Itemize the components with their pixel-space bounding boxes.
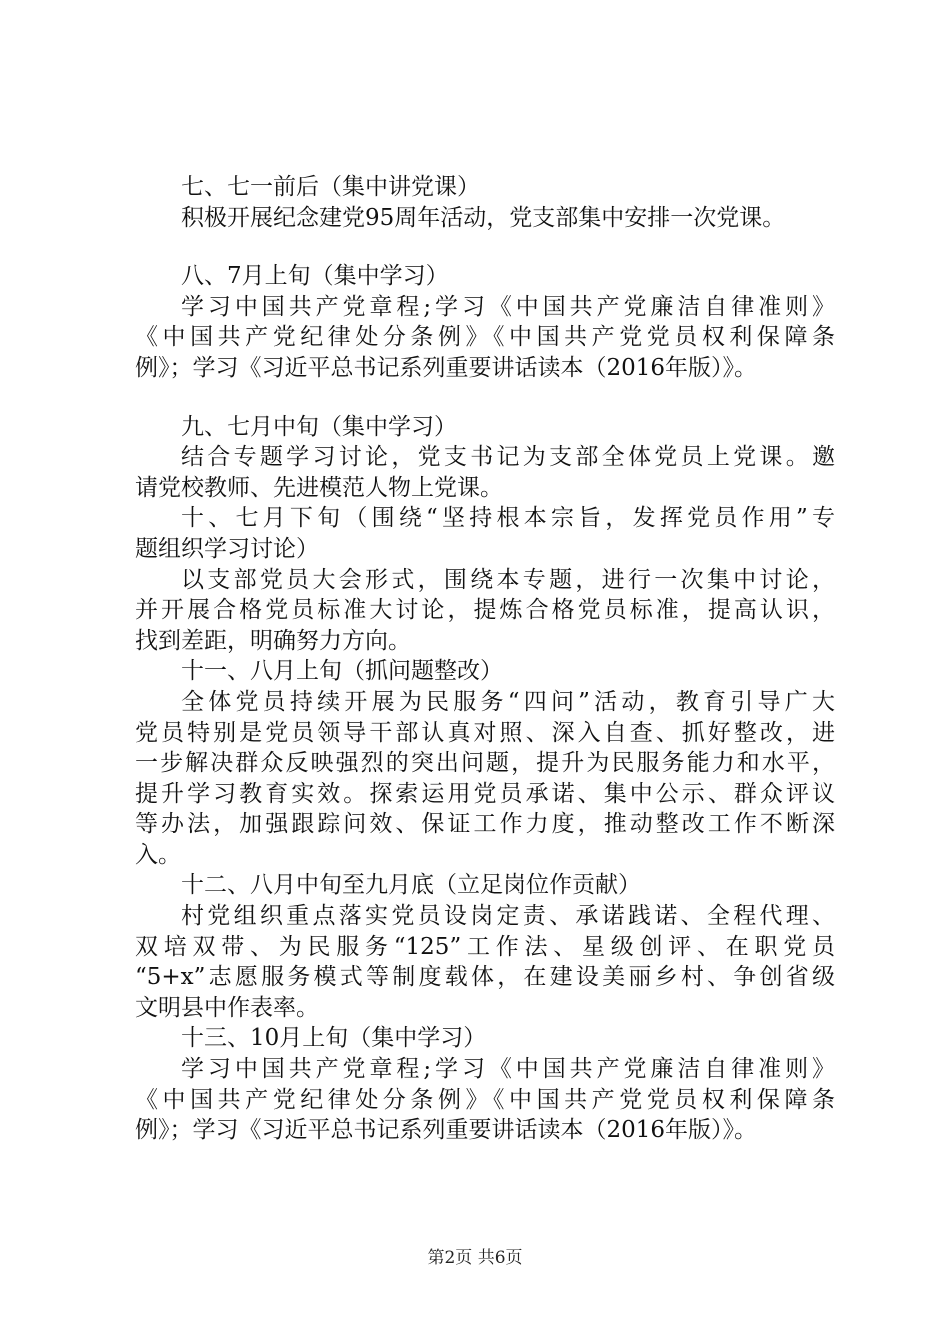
paragraph-line: 村党组织重点落实党员设岗定责、承诺践诺、全程代理、 [181,903,835,930]
section-heading-12: 十二、八月中旬至九月底（立足岗位作贡献） [181,872,641,899]
paragraph-line: 请党校教师、先进模范人物上党课。 [135,474,503,501]
paragraph-line: 提升学习教育实效。探索运用党员承诺、集中公示、群众评议 [135,780,835,807]
paragraph-line: 双培双带、为民服务“125”工作法、星级创评、在职党员 [135,933,835,960]
paragraph-line: 全体党员持续开展为民服务“四问”活动，教育引导广大 [181,688,835,715]
paragraph-line: 《中国共产党纪律处分条例》《中国共产党党员权利保障条 [135,1086,835,1113]
paragraph-line: 例》；学习《习近平总书记系列重要讲话读本（2016年版）》。 [135,1117,758,1144]
section-heading-7: 七、七一前后（集中讲党课） [181,174,480,200]
paragraph-line: 结合专题学习讨论，党支书记为支部全体党员上党课。邀 [181,444,835,471]
paragraph-line: 找到差距，明确努力方向。 [135,627,411,654]
paragraph-line: 并开展合格党员标准大讨论，提炼合格党员标准，提高认识， [135,597,835,624]
paragraph-line: 学习中国共产党章程;学习《中国共产党廉洁自律准则》 [181,1056,835,1083]
paragraph-line: 党员特别是党员领导干部认真对照、深入自查、抓好整改，进 [135,719,835,746]
page-indicator: 第2页 共6页 [427,1248,523,1268]
section-heading-10-cont: 题组织学习讨论） [135,535,319,562]
paragraph-line: 文明县中作表率。 [135,994,319,1021]
section-heading-9: 九、七月中旬（集中学习） [181,413,457,440]
paragraph-line: 例》；学习《习近平总书记系列重要讲话读本（2016年版）》。 [135,354,758,381]
paragraph-line: 以支部党员大会形式，围绕本专题，进行一次集中讨论， [181,566,835,593]
document-body [135,172,835,1146]
paragraph-line: 学习中国共产党章程;学习《中国共产党廉洁自律准则》 [181,293,835,320]
section-heading-10: 十、七月下旬（围绕“坚持根本宗旨，发挥党员作用”专 [181,505,835,532]
paragraph-line: 一步解决群众反映强烈的突出问题，提升为民服务能力和水平， [135,750,835,777]
section-heading-8: 八、7月上旬（集中学习） [181,263,449,290]
section-heading-11: 十一、八月上旬（抓问题整改） [181,658,503,685]
paragraph-gap [135,384,835,412]
paragraph-line: 《中国共产党纪律处分条例》《中国共产党党员权利保障条 [135,324,835,351]
paragraph-line: 积极开展纪念建党95周年活动，党支部集中安排一次党课。 [181,204,786,231]
paragraph-line: 等办法，加强跟踪问效、保证工作力度，推动整改工作不断深 [135,811,835,838]
paragraph-line: “5+x”志愿服务模式等制度载体，在建设美丽乡村、争创省级 [135,964,835,991]
section-heading-13: 十三、10月上旬（集中学习） [181,1025,487,1052]
paragraph-line: 入。 [135,841,181,868]
paragraph-gap [135,233,835,261]
